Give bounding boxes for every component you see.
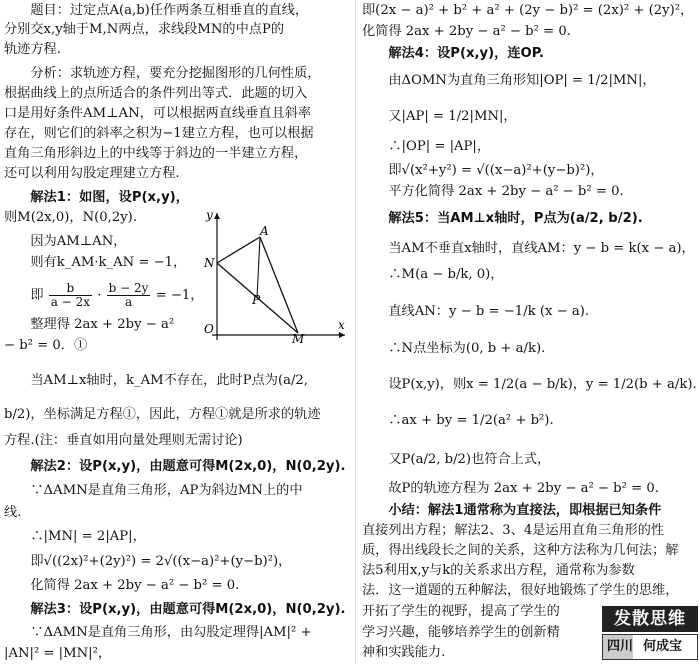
label-y: y — [206, 208, 213, 222]
column-divider — [355, 0, 356, 664]
text-line: 口是用好条件AM⊥AN，可以根据两直线垂直且斜率 — [4, 106, 312, 121]
solution-5-heading: 解法5：当AM⊥x轴时，P点为(a/2, b/2). — [362, 211, 643, 226]
text-line: 则M(2x,0)，N(0,2y). — [4, 210, 138, 225]
geometry-figure — [200, 205, 350, 345]
solution-4-heading: 解法4：设P(x,y)，连OP. — [362, 46, 544, 61]
text-line: 轨迹方程. — [4, 42, 61, 57]
segment-NA — [217, 237, 260, 263]
text-line: |AN|² = |MN|²， — [4, 646, 112, 661]
fraction: $\frac{b}{a - 2x}$ — [50, 281, 91, 309]
text-line: 整理得 2ax + 2by − a² — [4, 317, 175, 332]
text-line: 法5利用x,y与k的关系求出方程，通常称为参数 — [362, 563, 635, 578]
text-line: 开拓了学生的视野，提高了学生的 — [362, 604, 560, 619]
fraction: $\frac{b - 2y}{a}$ — [108, 281, 149, 309]
label-A: A — [260, 224, 269, 238]
solution-2-heading: 解法2：设P(x,y)，由题意可得M(2x,0)，N(0,2y). — [4, 459, 346, 474]
text-line: 故P的轨迹方程为 2ax + 2by − a² − b² = 0. — [362, 481, 659, 496]
text-line: 又|AP| = 1/2|MN|， — [362, 109, 517, 124]
text-line: 当AM不垂直x轴时，直线AM：y − b = k(x − a)， — [362, 241, 695, 256]
text-line: ∴|OP| = |AP|， — [362, 139, 491, 154]
text-line: 化简得 2ax + 2by − a² − b² = 0. — [4, 578, 240, 593]
text-line: ∴M(a − b/k, 0)， — [362, 267, 504, 282]
text-line: 平方化简得 2ax + 2by − a² − b² = 0. — [362, 184, 624, 199]
label-N: N — [204, 256, 215, 270]
text-line: 直角三角形斜边上的中线等于斜边的一半建立方程， — [4, 146, 308, 161]
text-line: ∴ax + by = 1/2(a² + b²). — [362, 413, 554, 428]
text-line: 因为AM⊥AN， — [4, 234, 127, 249]
y-axis-arrow-icon — [214, 213, 220, 219]
text-line: 设P(x,y)，则x = 1/2(a − b/k)，y = 1/2(b + a/k). — [362, 377, 697, 392]
text-line: 则有k_AM·k_AN = −1， — [4, 255, 187, 270]
text-line: 神和实践能力. — [362, 645, 446, 660]
text-line: 当AM⊥x轴时，k_AM不存在，此时P点为(a/2, — [4, 373, 309, 388]
text-line: ∴|MN| = 2|AP|， — [4, 529, 146, 544]
text-line: − b² = 0．① — [4, 338, 88, 353]
text-line: 根据曲线上的点所适合的条件列出等式．此题的切入 — [4, 86, 308, 101]
label-x: x — [338, 318, 345, 332]
label-M: M — [292, 332, 305, 345]
text-line: ∵ΔAMN是直角三角形，AP为斜边MN上的中 — [4, 483, 303, 498]
summary-heading: 小结：解法1通常称为直接法，即根据已知条件 — [362, 503, 662, 518]
text-line: 即√((2x)²+(2y)²) = 2√((x−a)²+(y−b)²)， — [4, 554, 292, 569]
author-badge — [602, 634, 698, 660]
text-line: 由ΔOMN为直角三角形知|OP| = 1/2|MN|， — [362, 73, 656, 88]
text-line: 题目：过定点A(a,b)任作两条互相垂直的直线， — [4, 3, 309, 18]
text-line: 存在，则它们的斜率之积为−1建立方程，也可以根据 — [4, 126, 314, 141]
solution-1-heading: 解法1：如图，设P(x,y)， — [4, 190, 189, 205]
text-line: 直线AN：y − b = −1/k (x − a). — [362, 304, 590, 319]
text-line: 质，得出线段长之间的关系，这种方法称为几何法；解 — [362, 543, 679, 558]
text-line: 法．这一道题的五种解法，很好地锻炼了学生的思维， — [362, 583, 679, 598]
text-line: 分析：求轨迹方程，要充分挖掘图形的几何性质， — [4, 66, 321, 81]
text-line: ∴N点坐标为(0, b + a/k). — [362, 341, 546, 356]
text-line: 即(2x − a)² + b² + a² + (2y − b)² = (2x)² + (2y)²， — [362, 3, 694, 18]
text-line: 化简得 2ax + 2by − a² − b² = 0. — [362, 24, 571, 39]
text-line: 又P(a/2, b/2)也符合上式， — [362, 452, 551, 467]
segment-AP — [257, 237, 260, 298]
text-line: b/2)，坐标满足方程①，因此，方程①就是所求的轨迹 — [4, 407, 321, 422]
text-line: 直接列出方程；解法2、3、4是运用直角三角形的性 — [362, 523, 665, 538]
x-axis-arrow-icon — [339, 332, 345, 338]
segment-AM — [260, 237, 298, 333]
text-line: 方程.(注：垂直如用向量处理则无需讨论) — [4, 433, 243, 448]
solution-3-heading: 解法3：设P(x,y)，由题意可得M(2x,0)，N(0,2y). — [4, 602, 346, 617]
text-line: 即√(x²+y²) = √((x−a)²+(y−b)²)， — [362, 163, 604, 178]
equation-slope-product: 即 $\frac{b}{a - 2x}$ · $\frac{b - 2y}{a}$ = −1， — [4, 281, 204, 309]
text-line: 学习兴趣，能够培养学生的创新精 — [362, 625, 560, 640]
text-line: ∵ΔAMN是直角三角形，由勾股定理得|AM|² + — [4, 625, 312, 640]
label-O: O — [204, 322, 214, 336]
badge-author: 何成宝 — [643, 639, 683, 654]
badge-region: 四川 — [607, 639, 634, 654]
text-line: 还可以利用勾股定理建立方程. — [4, 166, 180, 181]
text-line: 分别交x,y轴于M,N两点，求线段MN的中点P的 — [4, 22, 285, 37]
text-line: 线. — [4, 505, 22, 520]
label-P: P — [252, 293, 261, 307]
column-badge-title: 发散思维 — [602, 606, 698, 632]
